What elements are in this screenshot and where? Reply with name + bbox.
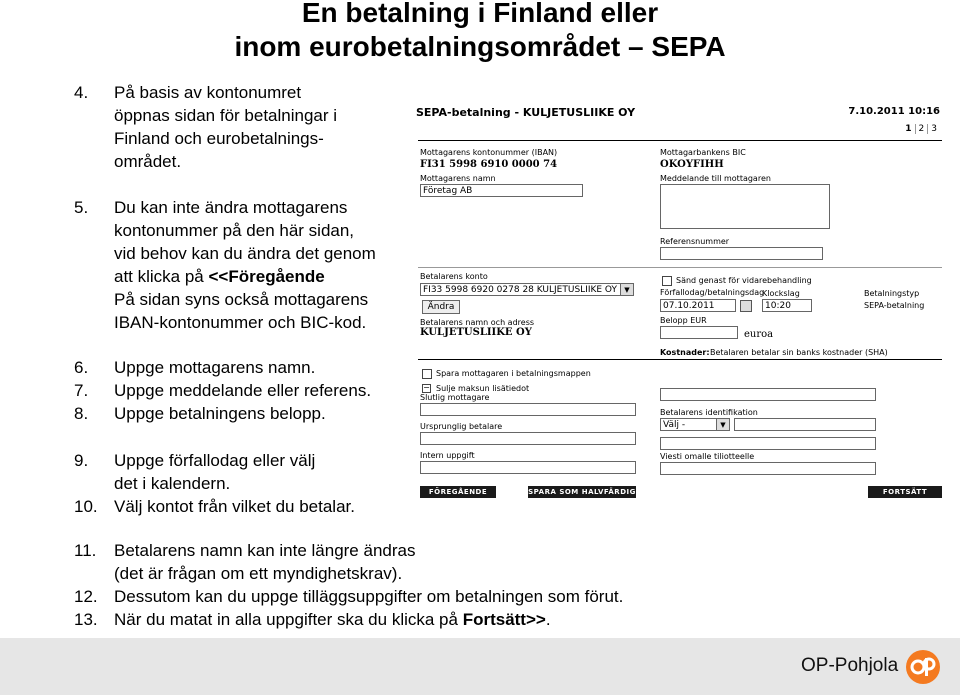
collapse-icon[interactable]: − bbox=[423, 383, 430, 392]
payer-account-label: Betalarens konto bbox=[420, 272, 488, 281]
amount-label: Belopp EUR bbox=[660, 316, 707, 325]
step-text-line: På basis av kontonumret bbox=[114, 83, 302, 102]
reference-input[interactable] bbox=[660, 247, 823, 260]
iban-label: Mottagarens kontonummer (IBAN) bbox=[420, 148, 558, 157]
step-text-line: området. bbox=[114, 152, 182, 171]
costs-label: Kostnader: bbox=[660, 348, 710, 357]
time-label: Klockslag bbox=[762, 289, 800, 298]
message-textarea[interactable] bbox=[660, 184, 830, 229]
due-date-label: Förfallodag/betalningsdag bbox=[660, 288, 765, 297]
original-payer-id-input[interactable] bbox=[660, 437, 876, 450]
recipient-id-label: Betalarens identifikation bbox=[660, 408, 758, 417]
panel-date: 7.10.2011 10:16 bbox=[848, 106, 940, 117]
notify-checkbox[interactable] bbox=[662, 276, 672, 286]
step-5 bbox=[74, 196, 376, 334]
costs-value: Betalaren betalar sin banks kostnader (SHA) bbox=[710, 348, 888, 357]
continue-link-text: Fortsätt>> bbox=[462, 610, 546, 629]
amount-input[interactable] bbox=[660, 326, 738, 339]
slide-title bbox=[200, 0, 760, 64]
original-payer-input[interactable] bbox=[420, 432, 636, 445]
step-8: 8. Uppge betalningens belopp. bbox=[74, 404, 326, 423]
bic-label: Mottagarbankens BIC bbox=[660, 148, 746, 157]
id-type-select[interactable]: Välj - ▼ bbox=[660, 418, 730, 431]
statement-message-label: Viesti omalle tiliotteelle bbox=[660, 452, 755, 461]
final-recipient-input[interactable] bbox=[420, 403, 636, 416]
panel-heading: SEPA-betalning - KULJETUSLIIKE OY bbox=[416, 106, 636, 119]
collapse-additional-label[interactable]: Sulje maksun lisätiedot bbox=[436, 384, 530, 393]
page-1[interactable]: 1 bbox=[905, 124, 912, 134]
step-7: 7. Uppge meddelande eller referens. bbox=[74, 381, 372, 400]
payer-account-select[interactable]: FI33 5998 6920 0278 28 KULJETUSLIIKE OY ▼ bbox=[420, 283, 634, 296]
step-text-line: Finland och eurobetalnings- bbox=[114, 129, 324, 148]
brand-logo-text: OP-Pohjola bbox=[801, 655, 899, 676]
step-6: 6. Uppge mottagarens namn. bbox=[74, 358, 316, 377]
title-line-1: En betalning i Finland eller bbox=[301, 0, 659, 28]
time-input[interactable]: 10:20 bbox=[762, 299, 812, 312]
save-draft-button[interactable]: SPARA SOM HALVFÄRDIG bbox=[528, 488, 636, 496]
step-13: 13. När du matat in alla uppgifter ska du klicka på Fortsätt>>. bbox=[74, 610, 551, 629]
payer-name-value: KULJETUSLIIKE OY bbox=[420, 327, 532, 338]
payer-name-label: Betalarens namn och adress bbox=[420, 318, 535, 327]
steps-6-8 bbox=[74, 356, 371, 425]
message-label: Meddelande till mottagaren bbox=[660, 174, 771, 183]
divider bbox=[418, 140, 942, 141]
steps-9-10 bbox=[74, 449, 355, 518]
recipient-id-input[interactable] bbox=[734, 418, 876, 431]
recipient-name-input[interactable]: Företag AB bbox=[420, 184, 583, 197]
original-payer-label: Ursprunglig betalare bbox=[420, 422, 503, 431]
step-text-line: öppnas sidan för betalningar i bbox=[114, 106, 338, 125]
final-recipient-id-input[interactable] bbox=[660, 388, 876, 401]
step-text-line: vid behov kan du ändra det genom bbox=[114, 244, 376, 263]
bic-value: OKOYFIHH bbox=[660, 159, 724, 170]
page-indicator bbox=[902, 124, 940, 134]
step-12: 12. Dessutom kan du uppge tilläggsuppgifter om betalningen som förut. bbox=[74, 587, 624, 606]
continue-button[interactable]: FORTSÄTT bbox=[868, 486, 942, 498]
currency-label: euroa bbox=[744, 329, 774, 340]
chevron-down-icon: ▼ bbox=[620, 284, 633, 295]
reference-label: Referensnummer bbox=[660, 237, 730, 246]
op-pohjola-logo-icon bbox=[906, 650, 940, 684]
step-text-line: Du kan inte ändra mottagarens bbox=[114, 198, 348, 217]
payment-type-value: SEPA-betalning bbox=[864, 301, 925, 310]
recipient-name-label: Mottagarens namn bbox=[420, 174, 496, 183]
step-number: 4. bbox=[74, 83, 89, 102]
step-10: 10. Välj kontot från vilket du betalar. bbox=[74, 497, 355, 516]
internal-info-input[interactable] bbox=[420, 461, 636, 474]
previous-button[interactable]: FÖREGÅENDE bbox=[420, 486, 496, 498]
step-text-line: att klicka på <<Föregående bbox=[114, 267, 325, 286]
step-4 bbox=[74, 81, 337, 173]
save-recipient-checkbox[interactable] bbox=[422, 369, 432, 379]
save-recipient-label: Spara mottagaren i betalningsmappen bbox=[436, 369, 591, 378]
iban-value: FI31 5998 6910 0000 74 bbox=[420, 159, 558, 170]
step-number: 5. bbox=[74, 198, 89, 217]
calendar-icon[interactable] bbox=[740, 300, 752, 312]
page-2[interactable]: 2 bbox=[915, 124, 928, 134]
previous-link-text: <<Föregående bbox=[208, 267, 325, 286]
payment-type-label: Betalningstyp bbox=[864, 289, 920, 298]
step-9: 9. Uppge förfallodag eller välj det i kalendern. bbox=[74, 451, 316, 493]
sepa-payment-screenshot bbox=[416, 104, 944, 504]
step-11: 11. Betalarens namn kan inte längre ändras (det är frågan om ett myndighetskrav). bbox=[74, 541, 416, 583]
title-line-2: inom eurobetalningsområdet – SEPA bbox=[234, 31, 726, 62]
divider bbox=[418, 267, 942, 268]
divider bbox=[418, 359, 942, 360]
change-button[interactable]: Ändra bbox=[422, 300, 460, 314]
step-text-line: kontonummer på den här sidan, bbox=[114, 221, 355, 240]
step-text-line: IBAN-kontonummer och BIC-kod. bbox=[114, 313, 367, 332]
step-text-line: På sidan syns också mottagarens bbox=[114, 290, 369, 309]
page-3[interactable]: 3 bbox=[927, 124, 940, 134]
steps-11-13 bbox=[74, 539, 623, 631]
due-date-input[interactable]: 07.10.2011 bbox=[660, 299, 736, 312]
notify-label: Sänd genast för vidarebehandling bbox=[676, 276, 812, 285]
final-recipient-label: Slutlig mottagare bbox=[420, 393, 490, 402]
statement-message-input[interactable] bbox=[660, 462, 876, 475]
chevron-down-icon: ▼ bbox=[716, 419, 729, 430]
internal-info-label: Intern uppgift bbox=[420, 451, 475, 460]
